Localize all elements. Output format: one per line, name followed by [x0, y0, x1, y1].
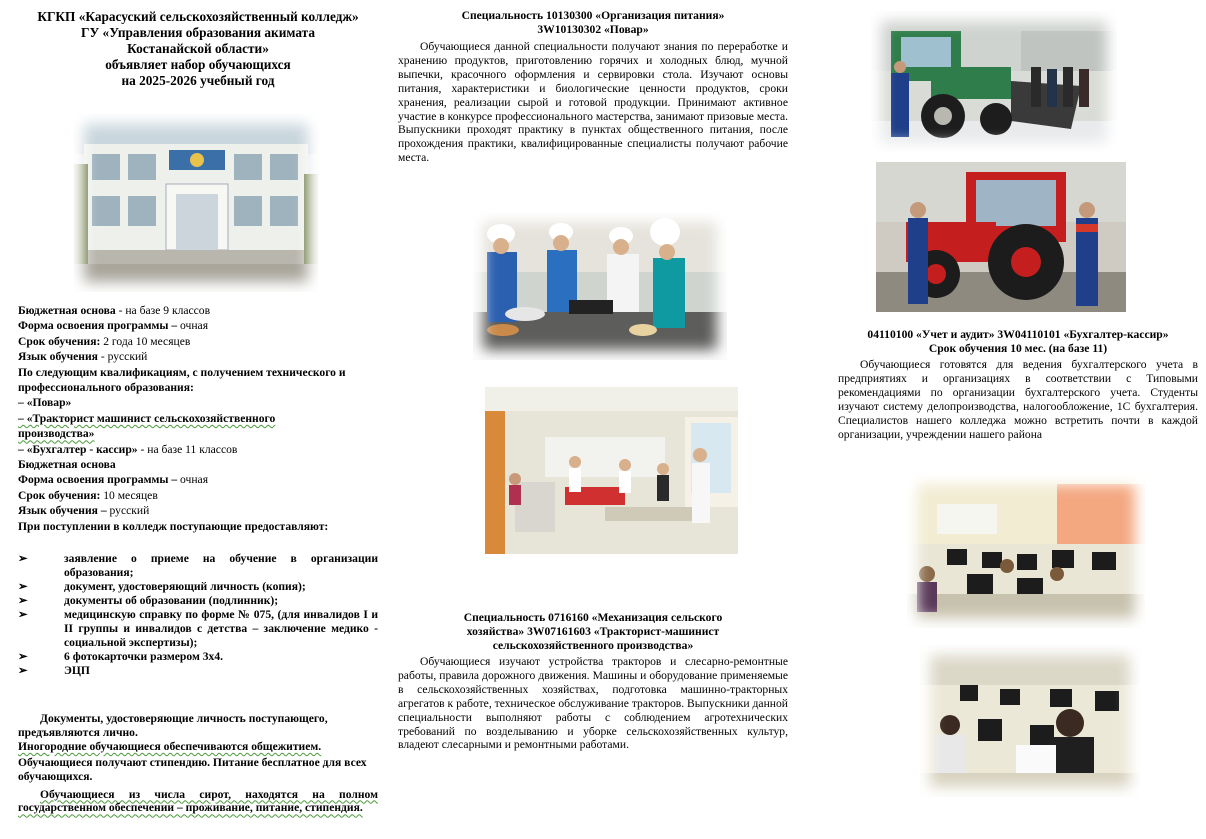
college-building-photo — [74, 114, 318, 292]
photo-vignette — [920, 645, 1140, 797]
note-identity: Документы, удостоверяющие личность поступающего, предъявляются лично. — [18, 712, 328, 739]
green-tractor-photo — [871, 11, 1117, 153]
note-dormitory: Иногородние обучающиеся обеспечиваются общежитием. — [18, 739, 322, 753]
documents-intro: При поступлении в колледж поступающие предоставляют: — [18, 519, 329, 533]
photo-vignette — [74, 114, 318, 292]
title-line: 04110100 «Учет и аудит» 3W04110101 «Бухгалтер-кассир» — [867, 328, 1169, 341]
info-key: Бюджетная основа — [18, 304, 116, 317]
info-value: 2 года 10 месяцев — [100, 334, 191, 348]
bullet-arrow-icon: ➢ — [18, 594, 28, 607]
header-line: на 2025-2026 учебный год — [121, 73, 275, 88]
cook-specialty-text: Обучающиеся данной специальности получают знания по переработке и хранению продуктов, приготовлению горячих и холодных блюд, мучной выпечки, красочного оформления и сервировки стола. Изучают основы питания, характеристики и биологические ценности продуктов, сроки хранения, реализации сырой и готовой продукции. Принимают активное участие в конкурсе профессионального мастерства, занимают призовые места. Выпускники проходят практику в пунктах общественного питания, после прохождения практики, квалифицированные специалисты получают рабочие места. — [398, 40, 788, 165]
photo-vignette — [871, 11, 1117, 153]
bullet-arrow-icon: ➢ — [18, 580, 28, 593]
qualification-cook: – «Повар» — [18, 396, 72, 410]
info-key: Язык обучения — [18, 350, 98, 364]
photo-vignette — [473, 212, 727, 360]
header-line: Костанайской области» — [127, 41, 269, 56]
info-key: Язык обучения – — [18, 504, 107, 518]
mechanization-specialty-title — [398, 611, 788, 653]
document-item: документы об образовании (подлинник); — [64, 594, 279, 607]
kitchen-classroom-photo — [485, 387, 738, 554]
title-line: Срок обучения 10 мес. (на базе 11) — [928, 342, 1108, 355]
bullet-arrow-icon: ➢ — [18, 664, 28, 677]
note-orphans: Обучающиеся из числа сирот, находятся на полном государственном обеспечении – проживание, питание, стипендия. — [18, 787, 378, 815]
qualification-accountant: – «Бухгалтер - кассир» — [18, 442, 138, 456]
accountant-specialty-title — [838, 328, 1198, 356]
info-key: Форма освоения программы – — [18, 473, 178, 487]
qualification-tractor-text: – «Тракторист машинист сельскохозяйственного производства» — [18, 411, 276, 441]
document-item: медицинскую справку по форме № 075, (для инвалидов I и II группы и инвалидов с детства – заключение медико - социальной экспертизы); — [64, 608, 378, 649]
info-key: Бюджетная основа — [18, 458, 116, 472]
document-item: заявление о приеме на обучение в организации образования; — [64, 552, 378, 579]
cook-specialty-title — [398, 9, 788, 37]
header-line: ГУ «Управления образования акимата — [81, 25, 315, 40]
accountant-specialty-text: Обучающиеся готовятся для ведения бухгалтерского учета в предприятиях и организациях в соответствии с Типовыми рекомендациями по организации бухгалтерского учета. Студенты изучают систему делопроизводства, налогообложение, 1С бухгалтерия. Специалистов нашего колледжа можно встретить почти в каждой организации, учреждении нашего района — [838, 358, 1198, 441]
info-value: русский — [106, 504, 150, 518]
info-value: - русский — [97, 350, 148, 364]
computer-lab-photo-2 — [920, 645, 1140, 797]
info-value: 10 месяцев — [100, 488, 158, 502]
info-key: Срок обучения: — [18, 488, 101, 502]
document-item: 6 фотокарточки размером 3х4. — [64, 650, 224, 663]
accountant-section — [838, 328, 1198, 441]
title-line: Специальность 10130300 «Организация питания» — [461, 9, 725, 22]
mechanization-section — [398, 611, 788, 752]
title-line: 3W10130302 «Повар» — [537, 23, 649, 36]
info-value: очная — [177, 319, 209, 333]
info-key: Форма освоения программы – — [18, 319, 178, 333]
header-line: объявляет набор обучающихся — [105, 57, 291, 72]
info-key: Срок обучения: — [18, 334, 101, 348]
info-value: - на базе 9 классов — [115, 304, 211, 317]
bullet-arrow-icon: ➢ — [18, 552, 28, 565]
document-item: ЭЦП — [64, 664, 90, 677]
document-item: документ, удостоверяющий личность (копия); — [64, 580, 306, 593]
admission-info — [18, 303, 378, 534]
computer-lab-photo — [907, 474, 1145, 628]
cooking-class-photo — [473, 212, 727, 360]
qualification-tractor — [18, 411, 348, 442]
notes — [18, 712, 378, 815]
bullet-arrow-icon: ➢ — [18, 608, 28, 621]
photo-vignette — [907, 474, 1145, 628]
college-header — [18, 9, 378, 89]
title-line: Специальность 0716160 «Механизация сельского — [463, 611, 723, 624]
column-middle — [398, 9, 788, 165]
bullet-arrow-icon: ➢ — [18, 650, 28, 663]
info-value: очная — [177, 473, 209, 487]
documents-list — [18, 552, 378, 678]
red-tractor-photo — [876, 162, 1126, 312]
note-stipend: Обучающиеся получают стипендию. Питание бесплатное для всех обучающихся. — [18, 755, 367, 783]
title-line: сельскохозяйственного производства» — [492, 639, 694, 652]
header-line: КГКП «Карасуский сельскохозяйственный колледж» — [37, 9, 359, 24]
qualifications-intro: По следующим квалификациям, с получением технического и профессионального образования: — [18, 365, 346, 395]
column-left — [18, 0, 378, 89]
qualification-accountant-base: - на базе 11 классов — [137, 442, 238, 456]
mechanization-specialty-text: Обучающиеся изучают устройства тракторов и слесарно-ремонтные работы, правила дорожного движения. Машины и оборудование применяемые в сельскохозяйственных хозяйствах, подготовка машинно-тракторных агрегатов к работе, техническое обслуживание тракторов. Выпускники данной специальности выполняют работы с соблюдением агротехнических требований по возделыванию и уборке сельскохозяйственных культур, владеют слесарными и ремонтными работами. — [398, 655, 788, 752]
title-line: хозяйства» 3W07161603 «Тракторист-машинист — [466, 625, 720, 638]
